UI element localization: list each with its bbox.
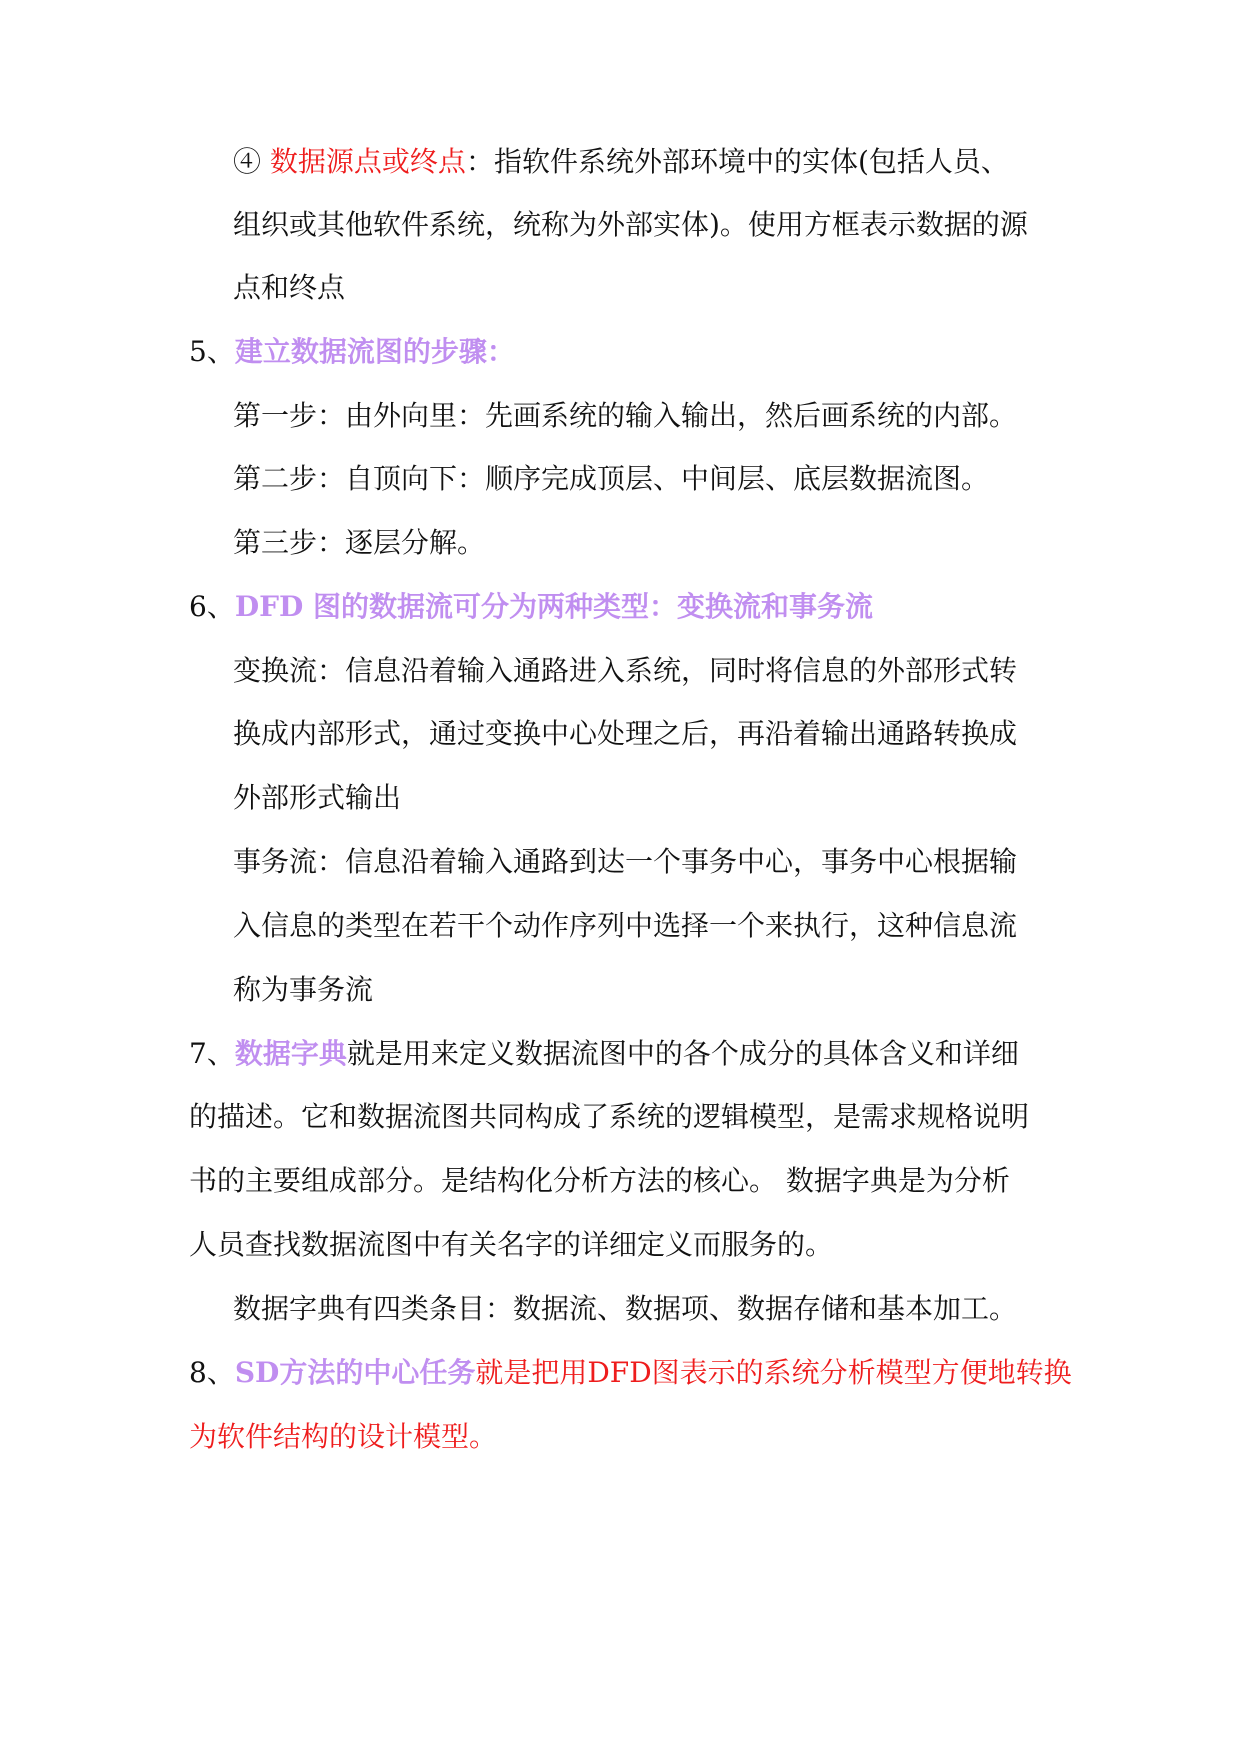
item8-line1 [189,1353,1072,1393]
item7-line3: 书的主要组成部分。是结构化分析方法的核心。 数据字典是为分析 [189,1164,1010,1197]
item8-text1: 就是把用DFD图表示的系统分析模型方便地转换 [475,1356,1072,1389]
item7-categories: 数据字典有四类条目：数据流、数据项、数据存储和基本加工。 [233,1292,1018,1325]
item6-heading: DFD 图的数据流可分为两种类型：变换流和事务流 [234,590,874,623]
item5-number: 5、 [189,335,235,368]
item5-heading-line [189,332,515,372]
item8-term: SD方法的中心任务 [234,1356,476,1389]
transform-flow-line2: 换成内部形式，通过变换中心处理之后，再沿着输出通路转换成 [233,717,1018,750]
item5-step3: 第三步：逐层分解。 [233,526,486,559]
item7-line2: 的描述。它和数据流图共同构成了系统的逻辑模型，是需求规格说明 [189,1100,1030,1133]
item7-term: 数据字典 [234,1037,347,1070]
item4-line2: 组织或其他软件系统，统称为外部实体)。使用方框表示数据的源 [233,208,1028,241]
item5-step2: 第二步：自顶向下：顺序完成顶层、中间层、底层数据流图。 [233,462,990,495]
item4-term: 数据源点或终点 [269,145,466,178]
item5-step1: 第一步：由外向里：先画系统的输入输出，然后画系统的内部。 [233,399,1018,432]
item7-text1: 就是用来定义数据流图中的各个成分的具体含义和详细 [346,1037,1019,1070]
item4-marker: ④ [233,145,262,178]
transform-flow-line3: 外部形式输出 [233,781,402,814]
item6-heading-line [189,587,873,627]
item8-number: 8、 [189,1356,235,1389]
item8-line2: 为软件结构的设计模型。 [189,1420,498,1453]
item4-line1 [233,142,1009,182]
item7-line1 [189,1034,1019,1074]
item4-line3: 点和终点 [233,271,346,304]
transaction-flow-line3: 称为事务流 [233,973,374,1006]
transform-flow-line1: 变换流：信息沿着输入通路进入系统，同时将信息的外部形式转 [233,654,1018,687]
transaction-flow-line1: 事务流：信息沿着输入通路到达一个事务中心，事务中心根据输 [233,845,1018,878]
item5-heading: 建立数据流图的步骤： [234,335,515,368]
item6-number: 6、 [189,590,235,623]
item4-text1: ：指软件系统外部环境中的实体(包括人员、 [465,145,1009,178]
item7-number: 7、 [189,1037,235,1070]
transaction-flow-line2: 入信息的类型在若干个动作序列中选择一个来执行，这种信息流 [233,909,1018,942]
item7-line4: 人员查找数据流图中有关名字的详细定义而服务的。 [189,1228,834,1261]
